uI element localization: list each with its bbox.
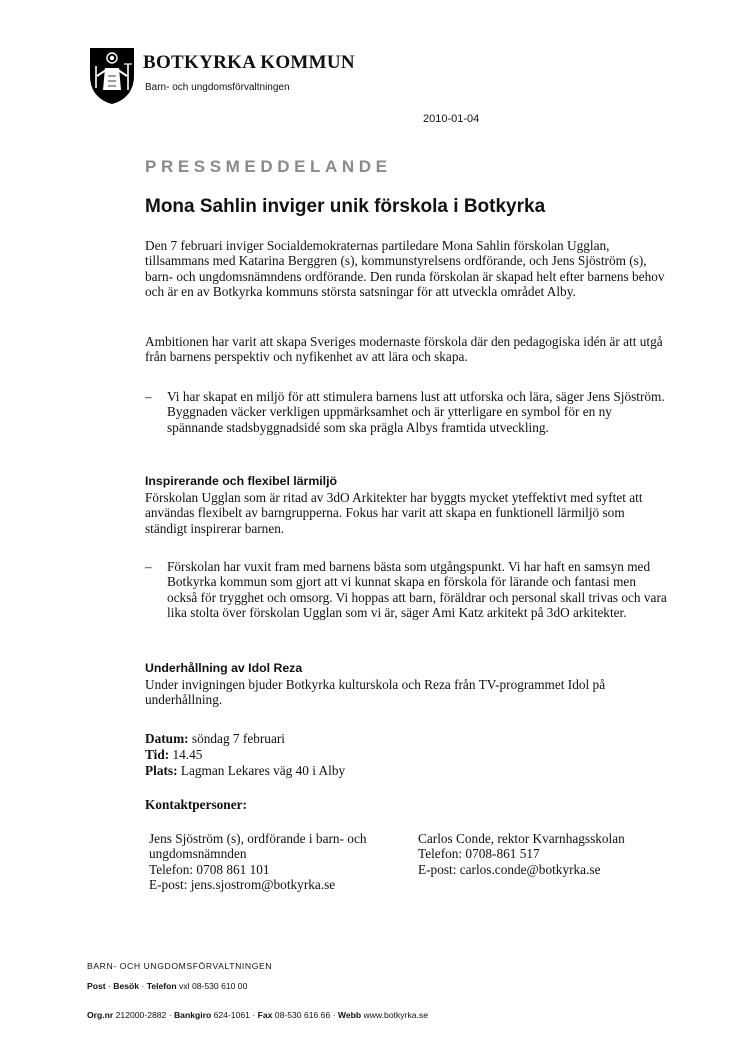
detail-value: Lagman Lekares väg 40 i Alby (180, 763, 346, 778)
detail-value: söndag 7 februari (191, 731, 285, 746)
footer-label: Post (87, 981, 106, 991)
quote-dash: – (145, 389, 152, 404)
press-release-label: PRESSMEDDELANDE (145, 157, 392, 176)
paragraph-ambition: Ambitionen har varit att skapa Sveriges modernaste förskola där den pedagogiska idén är att utgå från barnens perspektiv och nyfikenhet av att lära och skapa. (145, 334, 663, 365)
contact-line: Carlos Conde, rektor Kvarnhagsskolan (418, 831, 625, 846)
quote-block (145, 389, 670, 453)
contact-email: E-post: jens.sjostrom@botkyrka.se (149, 877, 336, 893)
detail-date (145, 731, 285, 747)
footer-separator: · (168, 1010, 172, 1020)
contact-email: E-post: carlos.conde@botkyrka.se (418, 861, 601, 877)
footer-value: www.botkyrka.se (363, 1010, 428, 1020)
document-date: 2010-01-04 (423, 113, 480, 125)
footer-separator: · (141, 981, 145, 991)
detail-place (145, 763, 345, 779)
footer-label: Bankgiro (173, 1010, 212, 1020)
footer-label: Webb (337, 1010, 362, 1020)
org-name: BOTKYRKA KOMMUN (143, 52, 355, 73)
contact-line: ungdomsnämnden (149, 846, 247, 862)
contact-left (149, 831, 409, 893)
quote-text: Förskolan har vuxit fram med barnens bästa som utgångspunkt. Vi har haft en samsyn med Botkyrka kommun som gjort att vi kunnat skapa en förskola för lärande och fantasi men också för trygghet och omsorg. Vi hoppas att barn, föräldrar och personal skall trivas och vara lika stolta över förskolan Ugglan som vi är, säger Ami Katz arkitekt på 3dO arkitekter. (167, 559, 667, 621)
headline: Mona Sahlin inviger unik förskola i Botkyrka (145, 196, 546, 217)
quote-block (145, 559, 670, 639)
section-heading: Underhållning av Idol Reza (145, 661, 303, 675)
contacts-heading: Kontaktpersoner: (145, 797, 247, 812)
quote-text: Vi har skapat en miljö för att stimulera barnens lust att utforska och lära, säger Jens Sjöström. Byggnaden väcker verkligen uppmärksamhet och är ytterligare en symbol för en ny spännande stadsbyggnadsidé som ska prägla Albys framtida utveckling. (167, 389, 665, 435)
detail-label: Datum: (145, 731, 189, 746)
section-text: Under invigningen bjuder Botkyrka kulturskola och Reza från TV-programmet Idol på underhållning. (145, 677, 606, 708)
org-subtitle: Barn- och ungdomsförvaltningen (145, 82, 290, 93)
coat-of-arms-icon (86, 46, 138, 106)
footer-label: Org.nr (87, 1010, 114, 1020)
contact-right (418, 831, 678, 877)
footer-value: 624-1061 (213, 1010, 250, 1020)
footer-title: BARN- OCH UNGDOMSFÖRVALTNINGEN (87, 961, 273, 971)
quote-dash: – (145, 559, 152, 574)
footer-value: 08-530 616 66 (274, 1010, 331, 1020)
footer-label: Fax (257, 1010, 273, 1020)
contact-line: Jens Sjöström (s), ordförande i barn- och (149, 831, 367, 846)
footer-separator: · (252, 1010, 256, 1020)
detail-time (145, 747, 202, 763)
footer-value: 212000-2882 (115, 1010, 167, 1020)
section-text: Förskolan Ugglan som är ritad av 3dO Arkitekter har byggts mycket yteffektivt med syftet att användas flexibelt av barngrupperna. Fokus har varit att skapa en funktionell lärmiljö som ständigt inspirerar barnen. (145, 490, 643, 536)
detail-label: Plats: (145, 763, 178, 778)
detail-value: 14.45 (172, 747, 203, 762)
paragraph-intro: Den 7 februari inviger Socialdemokraternas partiledare Mona Sahlin förskolan Ugglan, tillsammans med Katarina Berggren (s), kommunstyrelsens ordförande, och Jens Sjöström (s), barn- och ungdomsnämndens ordförande. Den runda förskolan är skapad helt efter barnens behov och är en av Botkyrka kommuns största satsningar för att utveckla området Alby. (145, 238, 665, 300)
footer-value: vxl 08-530 610 00 (179, 981, 248, 991)
footer-separator: · (332, 1010, 336, 1020)
footer-separator: · (108, 981, 111, 991)
contact-line: Telefon: 0708 861 101 (149, 861, 270, 877)
section-heading: Inspirerande och flexibel lärmiljö (145, 474, 338, 488)
footer-label: Telefon (146, 981, 177, 991)
contact-line: Telefon: 0708-861 517 (418, 846, 540, 862)
footer-contact-line (87, 981, 247, 991)
footer-label: Besök (113, 981, 140, 991)
detail-label: Tid: (145, 747, 170, 762)
footer-org-line (87, 1010, 428, 1020)
